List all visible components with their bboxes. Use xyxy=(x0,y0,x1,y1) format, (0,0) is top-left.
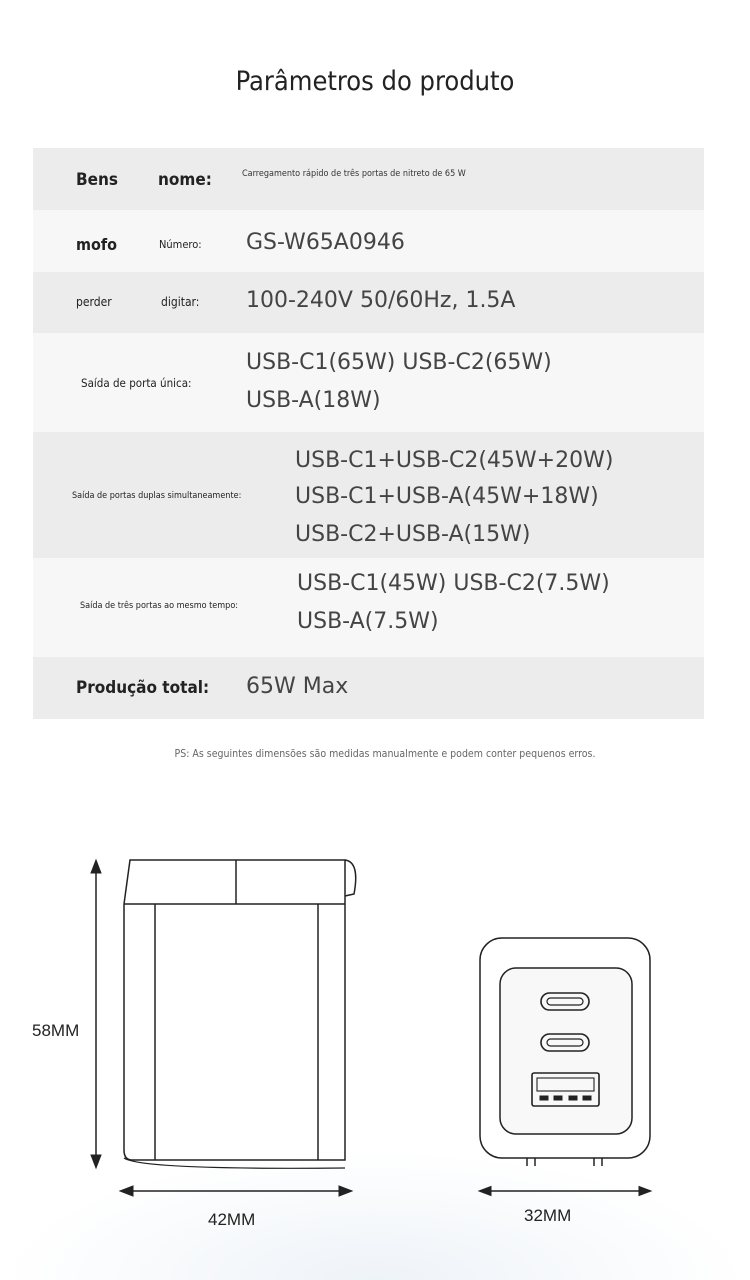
row-label: mofo xyxy=(76,235,118,254)
row-label: Bens xyxy=(76,170,119,190)
row-label: Saída de três portas ao mesmo tempo: xyxy=(80,601,238,611)
row-value-line: USB-A(18W) xyxy=(246,388,381,413)
depth-dimension-label: 32MM xyxy=(524,1206,572,1225)
row-label: Saída de portas duplas simultaneamente: xyxy=(72,491,242,501)
spec-row-total-output xyxy=(33,657,704,719)
row-label: digitar: xyxy=(161,295,200,309)
row-value: 65W Max xyxy=(246,674,349,699)
row-value: 100-240V 50/60Hz, 1.5A xyxy=(246,288,516,313)
row-value-line: USB-C1(45W) USB-C2(7.5W) xyxy=(297,571,610,596)
spec-row-triple-port xyxy=(33,558,704,657)
height-dimension-label: 58MM xyxy=(32,1021,80,1040)
page-title: Parâmetros do produto xyxy=(235,66,515,97)
row-value-line: USB-C1+USB-C2(45W+20W) xyxy=(295,448,614,473)
side-view-outline xyxy=(124,860,356,1168)
row-value-line: USB-A(7.5W) xyxy=(297,609,439,634)
row-value-line: USB-C1+USB-A(45W+18W) xyxy=(295,484,599,509)
row-value-line: USB-C1(65W) USB-C2(65W) xyxy=(246,350,552,375)
depth-arrow xyxy=(479,1187,651,1196)
charger-dimension-drawing xyxy=(0,840,750,1240)
width-dimension-label: 42MM xyxy=(208,1210,256,1229)
spec-row-product-name xyxy=(33,148,704,210)
row-value-line: USB-C2+USB-A(15W) xyxy=(295,522,531,547)
row-value: GS-W65A0946 xyxy=(246,230,405,255)
measurement-note: PS: As seguintes dimensões são medidas manualmente e podem conter pequenos erros. xyxy=(174,748,596,760)
row-label: nome: xyxy=(158,170,212,190)
spec-row-input xyxy=(33,272,704,333)
width-arrow xyxy=(120,1186,352,1196)
front-view-outline xyxy=(480,938,650,1166)
spec-row-model xyxy=(33,210,704,272)
height-arrow xyxy=(91,860,101,1168)
row-label: Saída de porta única: xyxy=(81,376,192,390)
row-label: Produção total: xyxy=(76,678,210,698)
row-label: perder xyxy=(76,295,112,309)
row-value: Carregamento rápido de três portas de nitreto de 65 W xyxy=(242,169,466,179)
row-label: Número: xyxy=(159,238,202,251)
spec-row-single-port xyxy=(33,333,704,432)
spec-row-dual-port xyxy=(33,432,704,558)
